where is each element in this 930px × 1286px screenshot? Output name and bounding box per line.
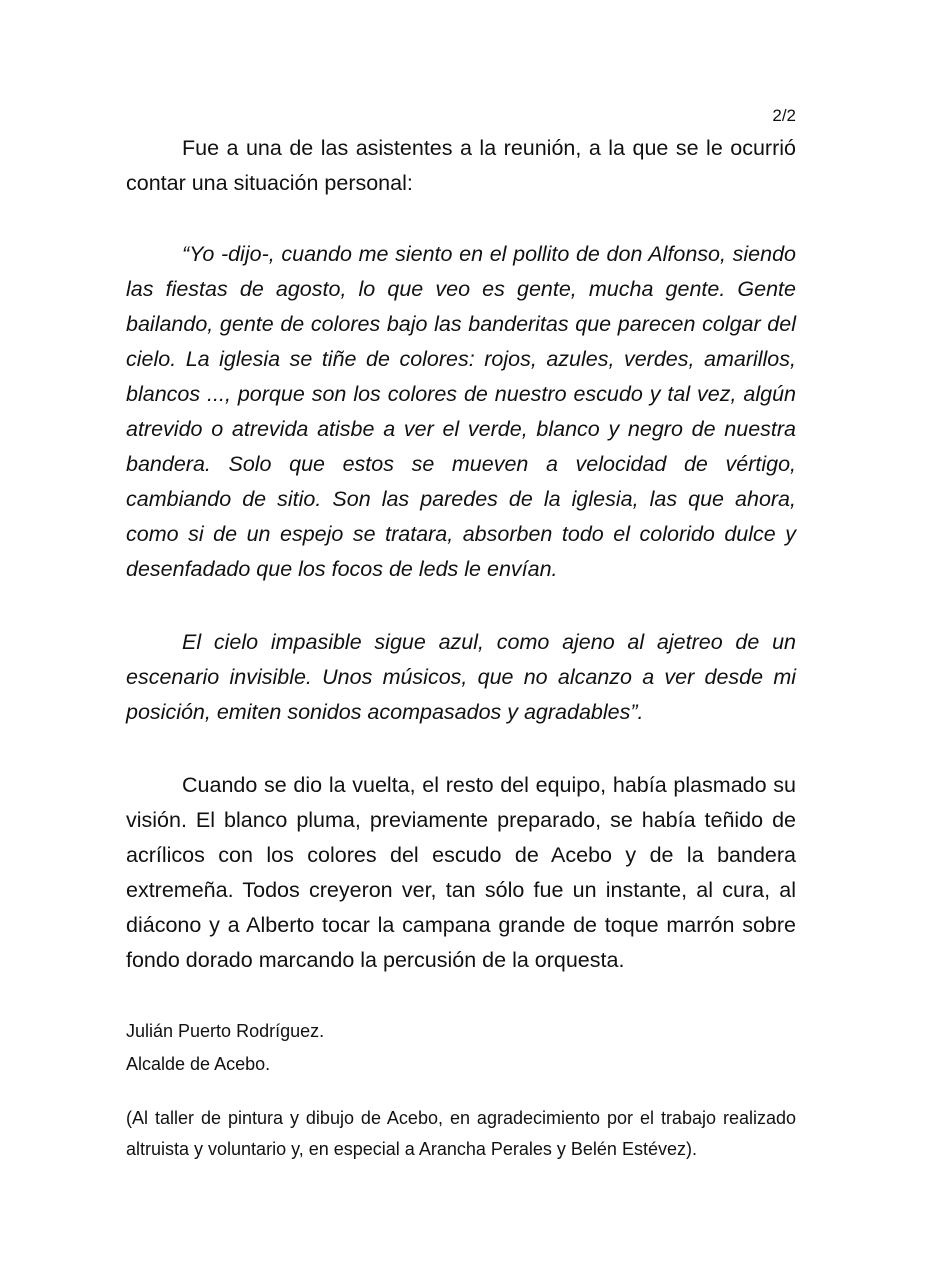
dedication-note: (Al taller de pintura y dibujo de Acebo, en agradecimiento por el trabajo realizado altruista y voluntario y, en especial a Arancha Perales y Belén Estévez). [126,1108,796,1159]
paragraph-quote-2: El cielo impasible sigue azul, como ajeno al ajetreo de un escenario invisible. Unos músicos, que no alcanzo a ver desde mi posición, emiten sonidos acompasados y agradables”. [126,630,796,724]
page-number: 2/2 [772,106,796,125]
paragraph-conclusion: Cuando se dio la vuelta, el resto del equipo, había plasmado su visión. El blanco pluma, previamente preparado, se había teñido de acrílicos con los colores del escudo de Acebo y de la bandera extremeña. Todos creyeron ver, tan sólo fue un instante, al cura, al diácono y a Alberto tocar la campana grande de toque marrón sobre fondo dorado marcando la percusión de la orquesta. [126,773,796,972]
paragraph-quote-1: “Yo -dijo-, cuando me siento en el pollito de don Alfonso, siendo las fiestas de agosto, lo que veo es gente, mucha gente. Gente bailando, gente de colores bajo las banderitas que parecen colgar del cielo. La iglesia se tiñe de colores: rojos, azules, verdes, amarillos, blancos ..., porque son los colores de nuestro escudo y tal vez, algún atrevido o atrevida atisbe a ver el verde, blanco y negro de nuestra bandera. Solo que estos se mueven a velocidad de vértigo, cambiando de sitio. Son las paredes de la iglesia, las que ahora, como si de un espejo se tratara, absorben todo el colorido dulce y desenfadado que los focos de leds le envían. [126,242,796,581]
paragraph-intro: Fue a una de las asistentes a la reunión, a la que se le ocurrió contar una situación personal: [126,136,796,195]
signature-name: Julián Puerto Rodríguez. [126,1021,325,1041]
signature-title: Alcalde de Acebo. [126,1054,271,1074]
signature-block [126,1015,324,1081]
